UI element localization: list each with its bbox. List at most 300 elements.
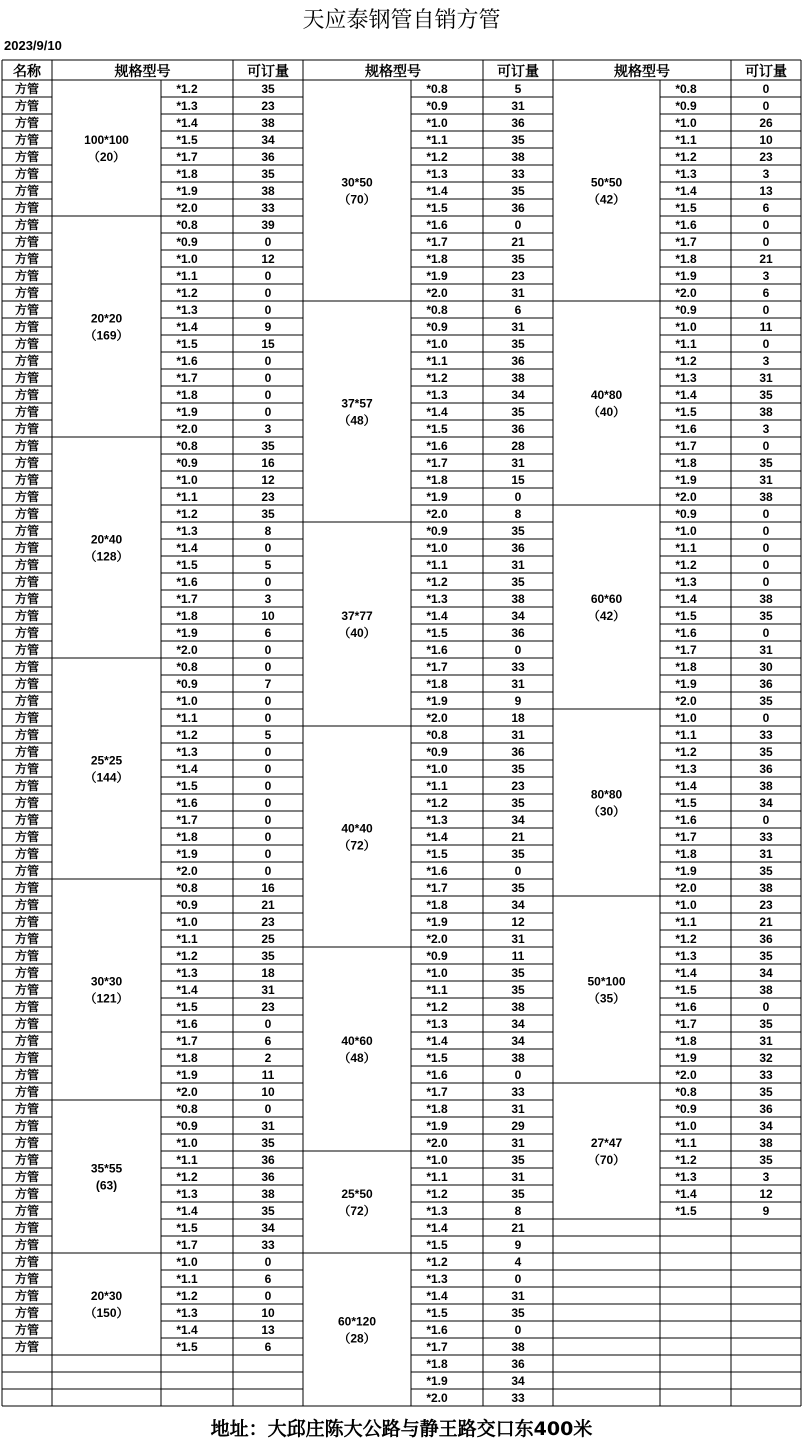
thickness: *1.4 [176,320,198,334]
order-qty: 0 [264,405,272,419]
spec-total: （121） [84,991,129,1006]
thickness: *1.1 [426,983,448,997]
thickness: *1.0 [176,915,198,929]
thickness: *1.7 [426,1085,448,1099]
order-qty: 34 [511,898,525,912]
thickness: *1.7 [176,1238,198,1252]
spec-total: (63) [95,1178,118,1193]
order-qty: 33 [261,1238,275,1252]
thickness: *1.7 [426,660,448,674]
order-qty: 34 [261,133,275,147]
thickness: *1.7 [426,881,448,895]
order-qty: 0 [264,269,272,283]
order-qty: 23 [759,150,773,164]
thickness: *1.1 [426,354,448,368]
order-qty: 35 [759,1085,773,1099]
thickness: *2.0 [176,201,198,215]
thickness: *0.8 [176,881,198,895]
thickness: *1.1 [675,728,697,742]
thickness: *1.5 [176,779,198,793]
order-qty: 3 [762,269,770,283]
order-qty: 35 [261,1204,275,1218]
order-qty: 0 [762,218,770,232]
item-name: 方管 [14,1221,40,1235]
order-qty: 0 [264,711,272,725]
thickness: *0.8 [675,1085,697,1099]
order-qty: 0 [264,813,272,827]
thickness: *2.0 [426,286,448,300]
order-qty: 32 [759,1051,773,1065]
order-qty: 31 [511,1289,525,1303]
order-qty: 36 [759,762,773,776]
thickness: *1.0 [675,711,697,725]
thickness: *1.5 [176,1000,198,1014]
thickness: *1.4 [176,541,198,555]
spec-total: （70） [338,192,376,207]
order-qty: 38 [261,184,275,198]
thickness: *1.9 [675,677,697,691]
item-name: 方管 [14,1306,40,1320]
order-qty: 35 [759,864,773,878]
thickness: *1.3 [176,745,198,759]
thickness: *1.3 [426,1017,448,1031]
order-qty: 35 [759,1017,773,1031]
order-qty: 33 [511,1391,525,1405]
order-qty: 9 [514,1238,522,1252]
thickness: *2.0 [426,711,448,725]
order-qty: 29 [511,1119,525,1133]
header-spec: 规格型号 [365,63,421,79]
thickness: *1.8 [176,1051,198,1065]
order-qty: 36 [511,745,525,759]
order-qty: 0 [514,1323,522,1337]
thickness: *0.8 [176,1102,198,1116]
order-qty: 3 [264,422,272,436]
order-qty: 38 [261,1187,275,1201]
thickness: *2.0 [176,864,198,878]
thickness: *1.6 [176,796,198,810]
order-qty: 0 [762,524,770,538]
order-qty: 38 [759,592,773,606]
item-name: 方管 [14,1068,40,1082]
item-name: 方管 [14,949,40,963]
order-qty: 31 [261,983,275,997]
order-qty: 35 [759,949,773,963]
thickness: *1.4 [675,388,697,402]
thickness: *2.0 [675,286,697,300]
item-name: 方管 [14,235,40,249]
thickness: *0.8 [426,303,448,317]
order-qty: 6 [264,1340,272,1354]
spec-size: 35*55 [90,1161,123,1176]
item-name: 方管 [14,133,40,147]
order-qty: 8 [264,524,272,538]
order-qty: 10 [261,609,275,623]
order-qty: 6 [514,303,522,317]
thickness: *1.2 [675,1153,697,1167]
order-qty: 0 [762,82,770,96]
item-name: 方管 [14,456,40,470]
order-qty: 38 [511,592,525,606]
item-name: 方管 [14,1034,40,1048]
order-qty: 12 [511,915,525,929]
page-title: 天应泰钢管自销方管 [302,8,501,33]
order-qty: 35 [511,524,525,538]
order-qty: 38 [261,116,275,130]
thickness: *1.8 [675,660,697,674]
thickness: *1.2 [176,1289,198,1303]
order-qty: 35 [261,949,275,963]
thickness: *1.1 [426,1170,448,1184]
item-name: 方管 [14,609,40,623]
spec-total: （144） [84,770,129,785]
thickness: *1.7 [675,643,697,657]
item-name: 方管 [14,711,40,725]
order-qty: 34 [261,1221,275,1235]
order-qty: 34 [511,1374,525,1388]
thickness: *0.9 [675,1102,697,1116]
item-name: 方管 [14,1000,40,1014]
thickness: *1.2 [176,286,198,300]
order-qty: 35 [511,1153,525,1167]
date-label: 2023/9/10 [4,38,62,53]
thickness: *0.9 [426,949,448,963]
spec-size: 25*25 [90,753,123,768]
order-qty: 34 [759,796,773,810]
thickness: *1.4 [176,116,198,130]
thickness: *1.2 [176,728,198,742]
order-qty: 31 [511,286,525,300]
item-name: 方管 [14,1187,40,1201]
order-qty: 0 [514,1272,522,1286]
order-qty: 21 [759,915,773,929]
spec-total: （72） [338,838,376,853]
order-qty: 31 [759,1034,773,1048]
order-qty: 38 [759,779,773,793]
thickness: *1.6 [675,218,697,232]
item-name: 方管 [14,388,40,402]
order-qty: 34 [759,966,773,980]
item-name: 方管 [14,813,40,827]
thickness: *1.8 [176,388,198,402]
spec-size: 30*50 [341,175,373,190]
order-qty: 35 [261,82,275,96]
thickness: *1.7 [675,439,697,453]
thickness: *0.8 [675,82,697,96]
order-qty: 35 [511,983,525,997]
thickness: *0.9 [426,99,448,113]
thickness: *1.0 [426,966,448,980]
thickness: *1.5 [675,405,697,419]
order-qty: 31 [511,1102,525,1116]
order-qty: 38 [759,405,773,419]
thickness: *1.8 [426,677,448,691]
spec-size: 25*50 [341,1187,373,1201]
thickness: *1.6 [426,439,448,453]
thickness: *1.2 [675,558,697,572]
thickness: *1.4 [176,1204,198,1218]
thickness: *1.3 [176,99,198,113]
order-qty: 21 [759,252,773,266]
item-name: 方管 [14,660,40,674]
thickness: *1.8 [426,1102,448,1116]
thickness: *1.5 [176,337,198,351]
thickness: *1.1 [675,541,697,555]
thickness: *1.6 [426,1068,448,1082]
order-qty: 0 [514,218,522,232]
thickness: *0.9 [176,235,198,249]
order-qty: 26 [759,116,773,130]
order-qty: 0 [762,337,770,351]
spec-size: 37*77 [341,609,373,623]
order-qty: 5 [264,558,272,572]
thickness: *1.9 [426,1374,448,1388]
item-name: 方管 [14,762,40,776]
item-name: 方管 [14,1017,40,1031]
item-name: 方管 [14,405,40,419]
order-qty: 36 [261,1153,275,1167]
order-qty: 18 [261,966,275,980]
order-qty: 0 [762,99,770,113]
order-qty: 0 [264,745,272,759]
spec-total: （48） [338,1051,376,1065]
order-qty: 35 [511,1306,525,1320]
order-qty: 38 [759,983,773,997]
item-name: 方管 [14,371,40,385]
order-qty: 10 [261,1306,275,1320]
order-qty: 35 [759,1153,773,1167]
thickness: *1.5 [675,983,697,997]
order-qty: 0 [264,303,272,317]
order-qty: 0 [762,1000,770,1014]
order-qty: 9 [264,320,272,334]
order-qty: 33 [511,167,525,181]
thickness: *1.0 [176,694,198,708]
thickness: *1.6 [675,1000,697,1014]
thickness: *2.0 [675,694,697,708]
order-qty: 0 [264,286,272,300]
header-qty: 可订量 [247,63,289,79]
thickness: *1.7 [176,371,198,385]
order-qty: 23 [511,269,525,283]
thickness: *1.8 [426,473,448,487]
order-qty: 31 [511,1170,525,1184]
thickness: *1.3 [176,966,198,980]
thickness: *1.5 [426,1051,448,1065]
order-qty: 0 [264,541,272,555]
item-name: 方管 [14,643,40,657]
order-qty: 33 [261,201,275,215]
order-qty: 0 [264,1255,272,1269]
thickness: *1.3 [675,371,697,385]
thickness: *1.1 [675,1136,697,1150]
order-qty: 31 [511,558,525,572]
order-qty: 0 [762,813,770,827]
item-name: 方管 [14,1153,40,1167]
order-qty: 33 [759,728,773,742]
item-name: 方管 [14,303,40,317]
order-qty: 0 [762,558,770,572]
thickness: *1.2 [176,1170,198,1184]
order-qty: 0 [514,490,522,504]
order-qty: 16 [261,881,275,895]
spec-size: 40*40 [341,821,373,836]
thickness: *1.4 [176,983,198,997]
order-qty: 36 [511,201,525,215]
thickness: *1.5 [426,626,448,640]
thickness: *1.5 [675,796,697,810]
thickness: *1.4 [675,966,697,980]
order-qty: 35 [759,609,773,623]
thickness: *1.7 [675,830,697,844]
item-name: 方管 [14,473,40,487]
thickness: *1.9 [176,626,198,640]
item-name: 方管 [14,694,40,708]
order-qty: 5 [264,728,272,742]
order-qty: 21 [511,1221,525,1235]
thickness: *1.7 [675,1017,697,1031]
order-qty: 35 [511,966,525,980]
spec-total: （20） [87,150,126,164]
item-name: 方管 [14,1085,40,1099]
thickness: *1.1 [176,932,198,946]
order-qty: 35 [511,252,525,266]
thickness: *1.2 [426,575,448,589]
thickness: *1.9 [176,405,198,419]
item-name: 方管 [14,1051,40,1065]
header-spec: 规格型号 [614,63,670,79]
order-qty: 8 [514,507,522,521]
thickness: *1.0 [675,524,697,538]
item-name: 方管 [14,796,40,810]
order-qty: 31 [759,371,773,385]
thickness: *1.4 [426,405,448,419]
thickness: *1.8 [675,456,697,470]
item-name: 方管 [14,864,40,878]
order-qty: 3 [762,422,770,436]
order-qty: 6 [762,201,770,215]
thickness: *1.2 [426,1000,448,1014]
thickness: *1.3 [675,762,697,776]
order-qty: 0 [264,847,272,861]
thickness: *1.2 [426,371,448,385]
item-name: 方管 [14,1119,40,1133]
order-qty: 21 [261,898,275,912]
order-qty: 0 [762,303,770,317]
order-qty: 0 [264,388,272,402]
thickness: *1.9 [675,1051,697,1065]
item-name: 方管 [14,575,40,589]
order-qty: 36 [511,116,525,130]
thickness: *0.9 [176,898,198,912]
order-qty: 23 [261,1000,275,1014]
thickness: *1.0 [176,252,198,266]
item-name: 方管 [14,898,40,912]
thickness: *0.9 [675,99,697,113]
item-name: 方管 [14,252,40,266]
item-name: 方管 [14,337,40,351]
item-name: 方管 [14,286,40,300]
spec-total: （70） [587,1153,626,1167]
thickness: *0.8 [176,660,198,674]
order-qty: 28 [511,439,525,453]
thickness: *1.8 [426,252,448,266]
spec-total: （150） [84,1306,129,1320]
order-qty: 0 [762,507,770,521]
order-qty: 6 [264,1034,272,1048]
order-qty: 0 [264,643,272,657]
thickness: *1.3 [176,1306,198,1320]
item-name: 方管 [14,1238,40,1252]
order-qty: 0 [264,371,272,385]
thickness: *1.8 [176,609,198,623]
order-qty: 36 [759,677,773,691]
item-name: 方管 [14,558,40,572]
thickness: *0.9 [675,507,697,521]
order-qty: 38 [759,881,773,895]
thickness: *1.4 [675,184,697,198]
thickness: *1.6 [176,575,198,589]
order-qty: 35 [511,881,525,895]
order-qty: 34 [511,609,525,623]
order-qty: 23 [759,898,773,912]
header-qty: 可订量 [497,63,539,79]
order-qty: 6 [264,626,272,640]
thickness: *1.4 [426,830,448,844]
thickness: *2.0 [675,881,697,895]
item-name: 方管 [14,269,40,283]
thickness: *1.8 [176,167,198,181]
order-qty: 0 [514,864,522,878]
thickness: *1.1 [426,558,448,572]
thickness: *1.8 [426,1357,448,1371]
order-qty: 36 [511,422,525,436]
header-spec: 规格型号 [114,63,171,79]
thickness: *1.4 [426,609,448,623]
order-qty: 0 [264,694,272,708]
thickness: *1.0 [675,320,697,334]
order-qty: 21 [511,235,525,249]
order-qty: 35 [511,1187,525,1201]
thickness: *0.9 [426,524,448,538]
order-qty: 9 [514,694,522,708]
thickness: *1.4 [426,184,448,198]
thickness: *1.5 [176,1221,198,1235]
thickness: *1.3 [176,303,198,317]
item-name: 方管 [14,1272,40,1286]
order-qty: 35 [511,847,525,861]
item-name: 方管 [14,966,40,980]
thickness: *1.1 [176,1153,198,1167]
thickness: *1.9 [426,490,448,504]
thickness: *1.5 [426,1306,448,1320]
thickness: *1.2 [426,150,448,164]
order-qty: 34 [511,1034,525,1048]
item-name: 方管 [14,1170,40,1184]
item-name: 方管 [14,1340,40,1354]
order-qty: 0 [762,541,770,555]
thickness: *1.9 [675,269,697,283]
order-qty: 33 [511,1085,525,1099]
item-name: 方管 [14,354,40,368]
thickness: *1.6 [426,1323,448,1337]
spec-size: 50*100 [587,974,626,989]
order-qty: 0 [762,711,770,725]
order-qty: 34 [511,813,525,827]
thickness: *1.6 [176,1017,198,1031]
order-qty: 10 [759,133,773,147]
item-name: 方管 [14,745,40,759]
